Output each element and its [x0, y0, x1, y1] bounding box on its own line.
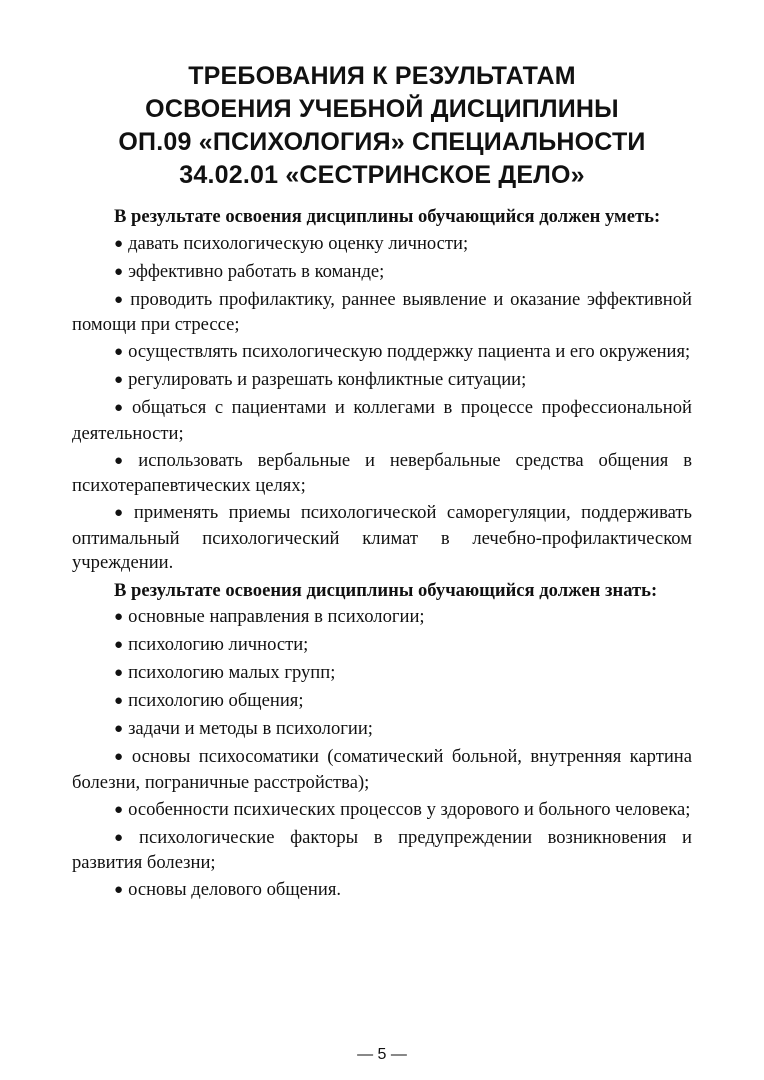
- list-item-text: применять приемы психологической саморегуляции, поддерживать оптимальный психологический климат в лечебно-профилактическом учреждении.: [72, 502, 693, 573]
- bullet-icon: ●: [114, 801, 124, 818]
- list-item: [72, 288, 692, 338]
- bullet-icon: ●: [114, 452, 134, 469]
- list-item: [72, 745, 692, 795]
- section-heading-knowledge: В результате освоения дисциплины обучающийся должен знать:: [114, 579, 658, 601]
- bullet-icon: ●: [114, 505, 129, 521]
- list-item: [72, 605, 692, 631]
- list-item-text: психологию малых групп;: [128, 662, 336, 683]
- title-line-1: ТРЕБОВАНИЯ К РЕЗУЛЬТАТАМ: [188, 62, 576, 90]
- list-item: [72, 633, 692, 659]
- bullet-icon: ●: [114, 263, 124, 280]
- list-item-text: психологию личности;: [128, 634, 309, 655]
- page-title: [70, 60, 694, 192]
- bullet-icon: ●: [114, 665, 124, 681]
- list-item: [72, 340, 692, 366]
- list-item: [72, 689, 692, 715]
- list-item-text: использовать вербальные и невербальные средства общения в психотерапевтических целях;: [72, 449, 692, 496]
- title-line-2: ОСВОЕНИЯ УЧЕБНОЙ ДИСЦИПЛИНЫ: [145, 95, 619, 123]
- bullet-icon: ●: [114, 693, 124, 709]
- bullet-icon: ●: [114, 235, 124, 252]
- bullet-icon: ●: [114, 344, 124, 360]
- list-item-text: задачи и методы в психологии;: [128, 718, 373, 739]
- list-item: [72, 717, 692, 743]
- document-body: [72, 205, 692, 904]
- bullet-icon: ●: [114, 829, 134, 846]
- title-line-4: 34.02.01 «СЕСТРИНСКОЕ ДЕЛО»: [179, 161, 585, 189]
- list-item: [72, 826, 692, 876]
- list-item: [72, 232, 692, 258]
- list-item: [72, 396, 692, 446]
- bullet-icon: ●: [114, 637, 124, 653]
- list-item-text: осуществлять психологическую поддержку пациента и его окружения;: [128, 341, 691, 362]
- list-item-text: давать психологическую оценку личности;: [128, 232, 469, 254]
- list-item-text: общаться с пациентами и коллегами в процессе профессиональной деятельности;: [72, 397, 692, 444]
- list-item-text: основы психосоматики (соматический больной, внутренняя картина болезни, пограничные расстройства);: [72, 746, 692, 793]
- bullet-icon: ●: [114, 721, 124, 737]
- list-item: [72, 368, 692, 394]
- page-number: — 5 —: [357, 1046, 407, 1063]
- bullet-icon: ●: [114, 291, 126, 308]
- bullet-icon: ●: [114, 400, 127, 416]
- list-item-text: психологические факторы в предупреждении возникновения и развития болезни;: [72, 826, 692, 873]
- list-item: [72, 449, 692, 499]
- section-heading-skills: В результате освоения дисциплины обучающийся должен уметь:: [114, 206, 661, 227]
- title-line-3: ОП.09 «ПСИХОЛОГИЯ» СПЕЦИАЛЬНОСТИ: [118, 128, 646, 156]
- list-item-text: психологию общения;: [128, 690, 304, 711]
- bullet-icon: ●: [114, 882, 124, 898]
- list-item: [72, 661, 692, 687]
- list-item-text: особенности психических процессов у здорового и больного человека;: [128, 798, 691, 820]
- bullet-icon: ●: [114, 372, 124, 388]
- list-item-text: проводить профилактику, раннее выявление и оказание эффективной помощи при стрессе;: [72, 288, 692, 335]
- list-item-text: основные направления в психологии;: [128, 606, 425, 627]
- list-item: [72, 878, 692, 904]
- list-item-text: основы делового общения.: [128, 879, 342, 900]
- list-item: [72, 501, 692, 576]
- bullet-icon: ●: [114, 609, 124, 625]
- bullet-icon: ●: [114, 749, 127, 765]
- list-item: [72, 798, 692, 824]
- list-item-text: регулировать и разрешать конфликтные ситуации;: [128, 369, 527, 390]
- list-item-text: эффективно работать в команде;: [128, 260, 385, 282]
- list-item: [72, 260, 692, 286]
